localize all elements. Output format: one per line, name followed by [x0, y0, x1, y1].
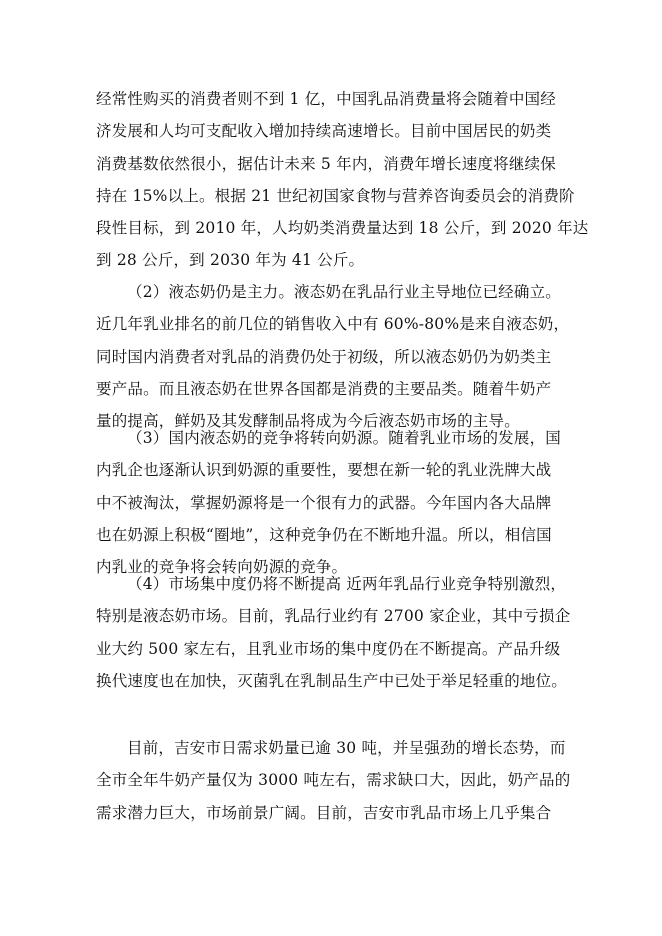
text-line: 同时国内消费者对乳品的消费仍处于初级，所以液态奶仍为奶类主 [96, 347, 552, 366]
text-line: 要产品。而且液态奶在世界各国都是消费的主要品类。随着牛奶产 [96, 379, 552, 398]
text-line: 全市全年牛奶产量仅为 3000 吨左右，需求缺口大，因此，奶产品的 [96, 771, 571, 790]
text-line: 内乳业的竞争将会转向奶源的竞争。 [96, 558, 348, 577]
paragraph-market-concentration [96, 568, 571, 697]
text-line: 换代速度也在加快，灭菌乳在乳制品生产中已处于举足轻重的地位。 [96, 671, 568, 690]
paragraph-milk-source-competition [96, 422, 566, 583]
text-line: 持在 15%以上。根据 21 世纪初国家食物与营养咨询委员会的消费阶 [96, 186, 575, 205]
paragraph-liquid-milk-main [96, 276, 570, 437]
text-line: （3）国内液态奶的竞争将转向奶源。随着乳业市场的发展，国 [127, 429, 561, 447]
text-line: 济发展和人均可支配收入增加持续高速增长。目前中国居民的奶类 [96, 122, 552, 141]
text-line: 目前，吉安市日需求奶量已逾 30 吨，并呈强劲的增长态势，而 [127, 739, 566, 757]
text-line: 消费基数依然很小，据估计未来 5 年内，消费年增长速度将继续保 [96, 154, 556, 173]
text-line: 经常性购买的消费者则不到 1 亿，中国乳品消费量将会随着中国经 [96, 90, 556, 108]
text-line: （2）液态奶仍是主力。液态奶在乳品行业主导地位已经确立。 [127, 283, 561, 301]
paragraph-jian-market [96, 732, 571, 829]
text-line: 量的提高，鲜奶及其发酵制品将成为今后液态奶市场的主导。 [96, 412, 520, 431]
text-line: 内乳企也逐渐认识到奶源的重要性，要想在新一轮的乳业洗牌大战 [96, 461, 552, 480]
text-line: 段性目标，到 2010 年，人均奶类消费量达到 18 公斤，到 2020 年达 [96, 219, 589, 238]
text-line: 需求潜力巨大，市场前景广阔。目前，吉安市乳品市场上几乎集合 [96, 803, 552, 822]
text-line: 中不被淘汰，掌握奶源将是一个很有力的武器。今年国内各大品牌 [96, 493, 552, 512]
text-line: 也在奶源上积极“圈地”，这种竞争仍在不断地升温。所以，相信国 [96, 525, 552, 544]
text-line: 特别是液态奶市场。目前，乳品行业约有 2700 家企业，其中亏损企 [96, 607, 571, 626]
text-line: 业大约 500 家左右，且乳业市场的集中度仍在不断提高。产品升级 [96, 639, 561, 658]
text-line: （4）市场集中度仍将不断提高 近两年乳品行业竞争特别激烈， [127, 575, 567, 593]
paragraph-consumption-growth [96, 83, 589, 277]
text-line: 近几年乳业排名的前几位的销售收入中有 60%-80%是来自液态奶， [96, 315, 570, 334]
text-line: 到 28 公斤，到 2030 年为 41 公斤。 [96, 251, 365, 270]
